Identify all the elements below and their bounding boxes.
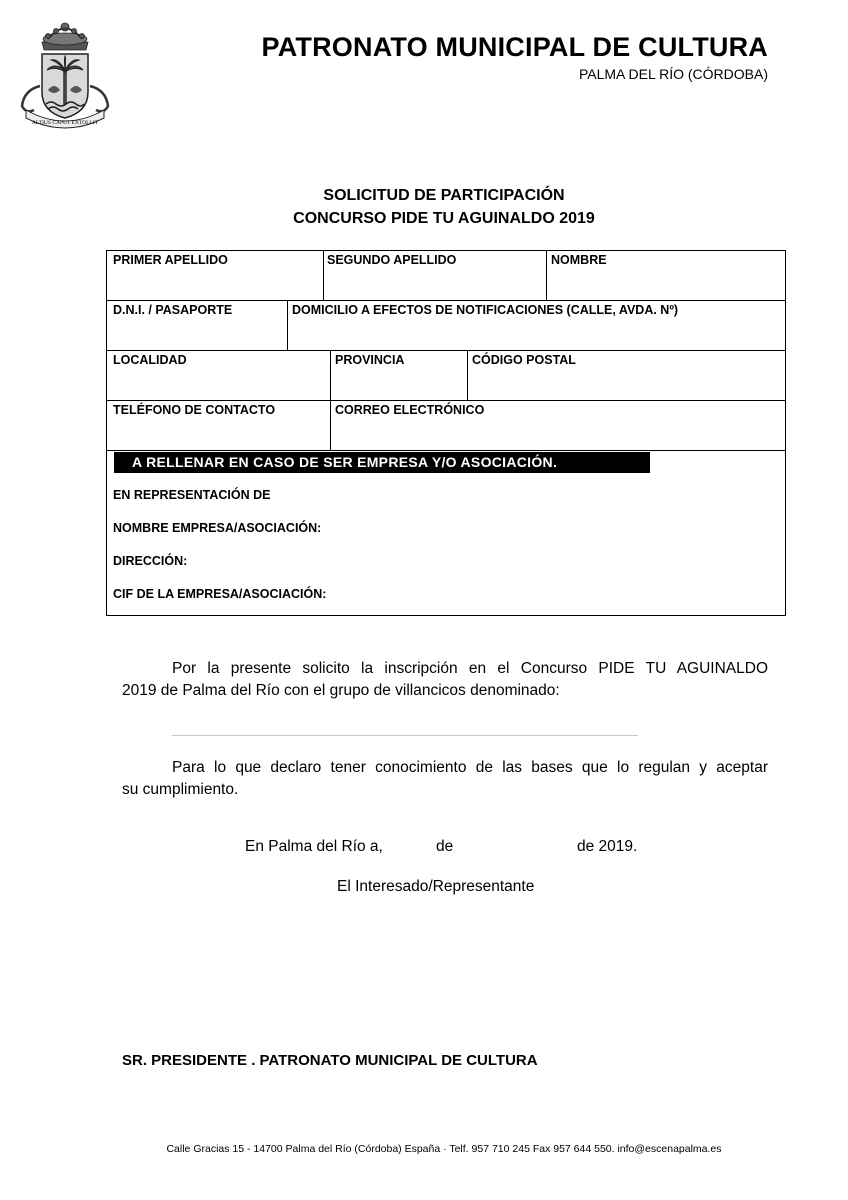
codigo-postal-field[interactable]: CÓDIGO POSTAL — [472, 353, 576, 367]
signature-label: El Interesado/Representante — [337, 878, 535, 895]
declaration-paragraph-line1: Para lo que declaro tener conocimiento de las bases que lo regulan y aceptar — [172, 759, 768, 776]
group-name-blank-line[interactable] — [172, 735, 638, 736]
date-place-text: En Palma del Río a, — [245, 838, 383, 855]
correo-field[interactable]: CORREO ELECTRÓNICO — [335, 403, 485, 417]
declaration-paragraph-line2: su cumplimiento. — [122, 781, 239, 798]
date-de-text: de — [436, 838, 454, 855]
organization-title: PATRONATO MUNICIPAL DE CULTURA — [261, 32, 768, 62]
provincia-field[interactable]: PROVINCIA — [335, 353, 405, 367]
domicilio-field[interactable]: DOMICILIO A EFECTOS DE NOTIFICACIONES (CALLE, AVDA. Nº) — [292, 303, 679, 317]
company-section-banner: A RELLENAR EN CASO DE SER EMPRESA Y/O ASOCIACIÓN. — [114, 452, 650, 473]
date-year-text: de 2019. — [577, 838, 638, 855]
recipient-line: SR. PRESIDENTE . PATRONATO MUNICIPAL DE CULTURA — [122, 1052, 538, 1069]
footer-contact: Calle Gracias 15 - 14700 Palma del Río (Córdoba) España · Telf. 957 710 245 Fax 957 644 550. info@escenapalma.es — [166, 1143, 722, 1155]
direccion-field[interactable]: DIRECCIÓN: — [113, 554, 188, 568]
organization-location: PALMA DEL RÍO (CÓRDOBA) — [578, 66, 768, 82]
primer-apellido-field[interactable]: PRIMER APELLIDO — [113, 253, 228, 267]
dni-field[interactable]: D.N.I. / PASAPORTE — [113, 303, 233, 317]
document-title-line2: CONCURSO PIDE TU AGUINALDO 2019 — [293, 210, 595, 227]
telefono-field[interactable]: TELÉFONO DE CONTACTO — [113, 403, 276, 417]
logo-motto-text: ALTIUS CAPUT EXTOLLIT — [31, 120, 99, 126]
localidad-field[interactable]: LOCALIDAD — [113, 353, 187, 367]
nombre-empresa-field[interactable]: NOMBRE EMPRESA/ASOCIACIÓN: — [113, 521, 322, 535]
segundo-apellido-field[interactable]: SEGUNDO APELLIDO — [327, 253, 457, 267]
application-form — [106, 250, 786, 616]
document-title-line1: SOLICITUD DE PARTICIPACIÓN — [323, 187, 565, 204]
cif-field[interactable]: CIF DE LA EMPRESA/ASOCIACIÓN: — [113, 587, 327, 601]
request-paragraph-line2: 2019 de Palma del Río con el grupo de villancicos denominado: — [122, 682, 560, 699]
request-paragraph-line1: Por la presente solicito la inscripción en el Concurso PIDE TU AGUINALDO — [172, 660, 768, 677]
nombre-field[interactable]: NOMBRE — [551, 253, 607, 267]
representacion-field[interactable]: EN REPRESENTACIÓN DE — [113, 488, 271, 502]
municipal-coat-of-arms-logo — [18, 20, 112, 132]
